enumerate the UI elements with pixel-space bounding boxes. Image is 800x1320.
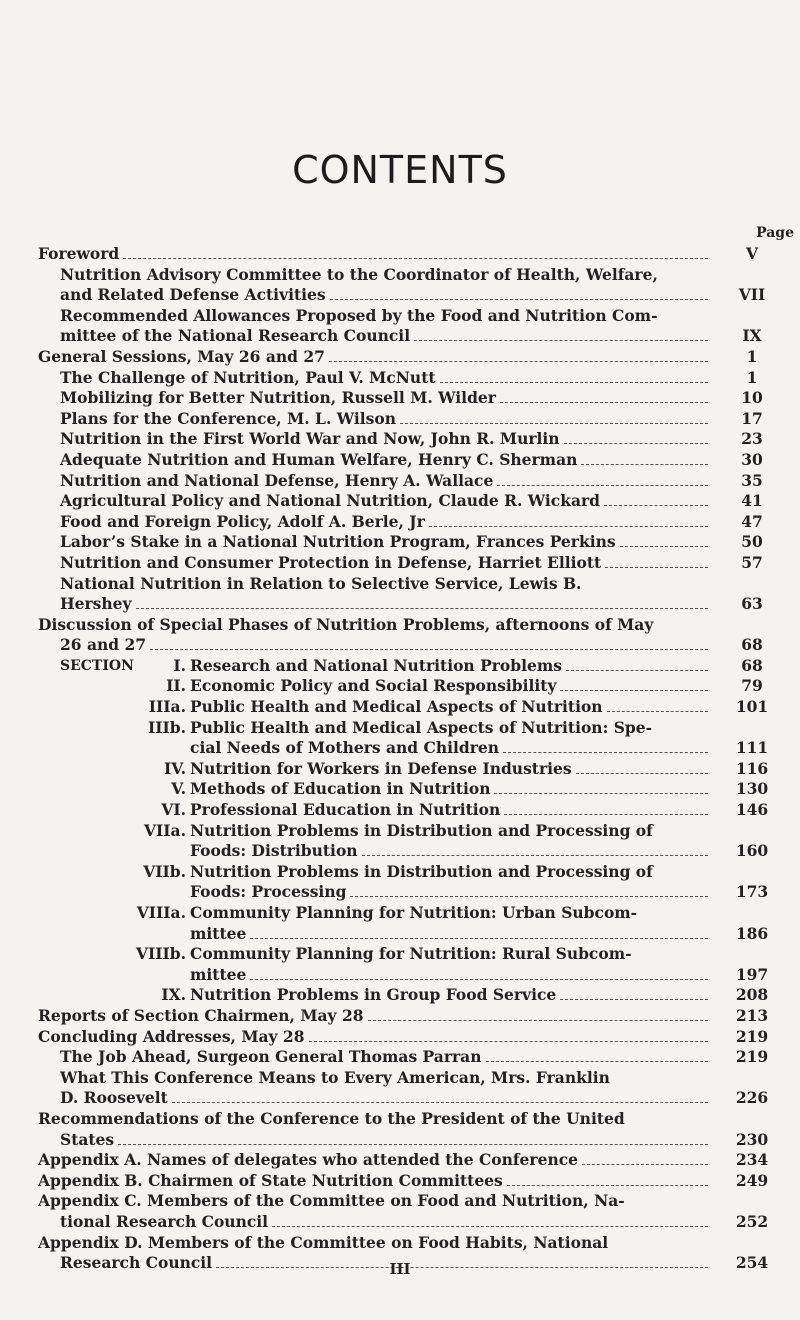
page-number: 68 [741, 655, 763, 675]
page-number: 197 [735, 964, 769, 984]
toc-entry [0, 532, 800, 553]
toc-entry-title: National Nutrition in Relation to Selective Service, Lewis B. [60, 573, 582, 593]
section-number: VIIIa. [136, 903, 186, 922]
dot-leader [566, 670, 708, 671]
toc-entry-title: Appendix C. Members of the Committee on Food and Nutrition, Na- [38, 1191, 625, 1211]
page-number: 254 [735, 1253, 769, 1273]
toc-entry-title: and Related Defense Activities [60, 285, 326, 305]
toc-entry [0, 491, 800, 512]
dot-leader [440, 382, 708, 383]
toc-entry [0, 429, 800, 450]
toc-entry [0, 594, 800, 615]
toc-entry-title: mittee of the National Research Council [60, 326, 411, 346]
toc-entry [0, 635, 800, 656]
toc-entry [0, 841, 800, 862]
toc-entry-title: Nutrition Advisory Committee to the Coordinator of Health, Welfare, [60, 264, 658, 284]
toc-entry [0, 1006, 800, 1027]
page-number: 23 [741, 429, 763, 449]
page-number: 252 [735, 1211, 769, 1231]
dot-leader [350, 896, 708, 897]
toc-entry [0, 1233, 800, 1254]
toc-entry-title: tional Research Council [60, 1211, 269, 1231]
dot-leader [504, 814, 708, 815]
dot-leader [560, 690, 708, 691]
page-number: 35 [741, 470, 763, 490]
page-number: 10 [741, 388, 763, 408]
dot-leader [564, 443, 708, 444]
dot-leader [576, 773, 708, 774]
toc-entry [0, 759, 800, 780]
dot-leader [607, 711, 708, 712]
dot-leader [136, 608, 708, 609]
section-number: V. [171, 779, 186, 799]
dot-leader [362, 855, 708, 856]
toc-entry [0, 347, 800, 368]
page-number: 116 [735, 758, 769, 778]
page-number: 186 [735, 923, 769, 943]
toc-entry-title: mittee [190, 964, 247, 984]
section-number: VIIIb. [135, 944, 186, 964]
toc-entry-title: Professional Education in Nutrition [190, 800, 501, 820]
toc-entry-title: Appendix B. Chairmen of State Nutrition Committees [38, 1170, 503, 1190]
toc-entry-title: Research and National Nutrition Problems [190, 655, 562, 675]
page-number: 208 [735, 985, 769, 1005]
toc-entry [0, 779, 800, 800]
toc-entry [0, 409, 800, 430]
toc-entry-title: States [60, 1129, 115, 1149]
toc-entry-title: D. Roosevelt [60, 1088, 168, 1108]
toc-entry-title: Recommended Allowances Proposed by the Food and Nutrition Com- [60, 305, 658, 325]
toc-entry [0, 965, 800, 986]
page-number: 17 [741, 408, 763, 428]
table-of-contents [0, 244, 800, 1274]
dot-leader [329, 361, 708, 362]
dot-leader [123, 258, 708, 259]
toc-entry [0, 903, 800, 924]
toc-entry [0, 821, 800, 842]
toc-entry-title: Discussion of Special Phases of Nutrition Problems, afternoons of May [38, 614, 654, 634]
toc-entry [0, 1109, 800, 1130]
toc-entry [0, 985, 800, 1006]
page-number: 146 [735, 800, 769, 820]
dot-leader [330, 299, 708, 300]
dot-leader [368, 1020, 708, 1021]
toc-entry [0, 882, 800, 903]
toc-entry-title: Foods: Processing [190, 882, 347, 902]
dot-leader [604, 505, 708, 506]
page-number: 160 [735, 841, 769, 861]
dot-leader [507, 1185, 708, 1186]
dot-leader [429, 526, 708, 527]
toc-entry [0, 1171, 800, 1192]
page-number: 30 [741, 449, 763, 469]
toc-entry [0, 697, 800, 718]
section-number: IIIa. [148, 697, 186, 717]
toc-entry-title: 26 and 27 [60, 635, 147, 655]
toc-entry-title: Recommendations of the Conference to the President of the United [38, 1108, 625, 1128]
toc-entry-title: Research Council [60, 1253, 213, 1273]
toc-entry-title: Nutrition in the First World War and Now, John R. Murlin [60, 429, 560, 449]
toc-entry [0, 265, 800, 286]
page-number: 249 [735, 1170, 769, 1190]
toc-entry [0, 553, 800, 574]
dot-leader [620, 546, 708, 547]
toc-entry [0, 1130, 800, 1151]
toc-entry-title: Labor’s Stake in a National Nutrition Program, Frances Perkins [60, 532, 616, 552]
page-number: 234 [735, 1150, 769, 1170]
toc-entry-title: The Job Ahead, Surgeon General Thomas Parran [60, 1047, 482, 1067]
toc-entry-title: Methods of Education in Nutrition [190, 779, 491, 799]
toc-entry [0, 1150, 800, 1171]
page-number: IX [742, 326, 762, 346]
page-number: 213 [735, 1005, 769, 1025]
toc-entry-title: Plans for the Conference, M. L. Wilson [60, 408, 396, 428]
toc-entry-title: cial Needs of Mothers and Children [190, 738, 500, 758]
toc-entry-title: Agricultural Policy and National Nutrition, Claude R. Wickard [60, 491, 601, 511]
page-number: 219 [735, 1026, 769, 1046]
dot-leader [560, 999, 708, 1000]
section-number: VI. [161, 800, 186, 820]
toc-entry [0, 1212, 800, 1233]
dot-leader [500, 402, 708, 403]
page-number: 230 [735, 1129, 769, 1149]
toc-entry [0, 676, 800, 697]
toc-entry [0, 1088, 800, 1109]
dot-leader [497, 485, 708, 486]
page-number: 111 [735, 738, 769, 758]
dot-leader [582, 1164, 708, 1165]
toc-entry [0, 1068, 800, 1089]
dot-leader [272, 1226, 708, 1227]
toc-entry [0, 388, 800, 409]
toc-entry [0, 924, 800, 945]
toc-entry-title: Nutrition and National Defense, Henry A. Wallace [60, 470, 494, 490]
dot-leader [400, 423, 708, 424]
toc-entry [0, 862, 800, 883]
toc-entry [0, 944, 800, 965]
toc-entry [0, 574, 800, 595]
page-column-header: Page [756, 225, 794, 241]
page-number: 173 [735, 882, 769, 902]
page-number: 57 [741, 552, 763, 572]
toc-entry-title: Adequate Nutrition and Human Welfare, Henry C. Sherman [60, 449, 578, 469]
toc-entry-title: General Sessions, May 26 and 27 [38, 346, 325, 366]
page-number-footer: III [389, 1260, 411, 1278]
dot-leader [172, 1102, 708, 1103]
dot-leader [250, 979, 708, 980]
toc-entry [0, 285, 800, 306]
page-number: 68 [741, 635, 763, 655]
toc-entry-title: mittee [190, 923, 247, 943]
toc-entry [0, 656, 800, 677]
toc-entry-title: Concluding Addresses, May 28 [38, 1026, 305, 1046]
toc-entry [0, 471, 800, 492]
section-number: I. [173, 655, 186, 675]
toc-entry-title: Public Health and Medical Aspects of Nutrition [190, 697, 603, 717]
section-number: IV. [164, 758, 186, 778]
section-number: VIIa. [144, 820, 186, 840]
dot-leader [494, 793, 708, 794]
dot-leader [250, 938, 708, 939]
page-number: 1 [746, 367, 758, 387]
toc-entry-title: Foods: Distribution [190, 841, 358, 861]
toc-entry-title: Nutrition for Workers in Defense Industries [190, 758, 572, 778]
toc-entry-title: What This Conference Means to Every American, Mrs. Franklin [60, 1067, 610, 1087]
page-number: 101 [735, 697, 769, 717]
toc-entry [0, 306, 800, 327]
toc-entry-title: Hershey [60, 594, 132, 614]
dot-leader [309, 1041, 708, 1042]
toc-entry [0, 718, 800, 739]
page-number: 130 [735, 779, 769, 799]
toc-entry-title: Nutrition Problems in Distribution and Processing of [190, 861, 653, 881]
toc-entry [0, 1191, 800, 1212]
page-number: V [745, 244, 759, 263]
page-number: 50 [741, 532, 763, 552]
page-number: 219 [735, 1047, 769, 1067]
toc-entry-title: Reports of Section Chairmen, May 28 [38, 1005, 364, 1025]
toc-entry-title: Community Planning for Nutrition: Rural Subcom- [190, 944, 632, 964]
toc-entry [0, 738, 800, 759]
section-number: IIIb. [148, 717, 186, 737]
toc-entry [0, 615, 800, 636]
toc-entry [0, 800, 800, 821]
dot-leader [503, 752, 708, 753]
toc-entry [0, 244, 800, 265]
toc-entry-title: Nutrition and Consumer Protection in Defense, Harriet Elliott [60, 552, 602, 572]
dot-leader [150, 649, 708, 650]
toc-entry-title: The Challenge of Nutrition, Paul V. McNutt [60, 367, 436, 387]
page-number: 1 [746, 346, 758, 366]
toc-entry [0, 450, 800, 471]
toc-entry [0, 1047, 800, 1068]
page-number: 47 [741, 511, 763, 531]
toc-entry-title: Mobilizing for Better Nutrition, Russell M. Wilder [60, 388, 496, 408]
page-number: 79 [741, 676, 763, 696]
section-label: SECTION [60, 657, 134, 674]
toc-entry-title: Economic Policy and Social Responsibility [190, 676, 557, 696]
toc-entry [0, 368, 800, 389]
dot-leader [581, 464, 708, 465]
toc-entry-title: Food and Foreign Policy, Adolf A. Berle, Jr [60, 511, 425, 531]
toc-entry [0, 326, 800, 347]
toc-entry-title: Community Planning for Nutrition: Urban Subcom- [190, 903, 638, 922]
dot-leader [414, 340, 708, 341]
toc-entry [0, 512, 800, 533]
toc-entry-title: Nutrition Problems in Group Food Service [190, 985, 557, 1005]
toc-entry-title: Foreword [38, 244, 120, 263]
section-number: II. [166, 676, 186, 696]
dot-leader [605, 567, 708, 568]
page-number: 41 [741, 491, 763, 511]
toc-entry-title: Appendix A. Names of delegates who attended the Conference [38, 1150, 579, 1170]
dot-leader [486, 1061, 709, 1062]
section-number: VIIb. [143, 861, 186, 881]
page-number: 226 [735, 1088, 769, 1108]
dot-leader [118, 1144, 708, 1145]
page-number: VII [738, 285, 766, 305]
toc-entry-title: Public Health and Medical Aspects of Nutrition: Spe- [190, 717, 653, 737]
page-title: CONTENTS [292, 148, 508, 192]
section-number: IX. [161, 985, 186, 1005]
toc-entry [0, 1027, 800, 1048]
toc-entry-title: Nutrition Problems in Distribution and Processing of [190, 820, 653, 840]
page-number: 63 [741, 594, 763, 614]
toc-entry-title: Appendix D. Members of the Committee on Food Habits, National [38, 1232, 609, 1252]
